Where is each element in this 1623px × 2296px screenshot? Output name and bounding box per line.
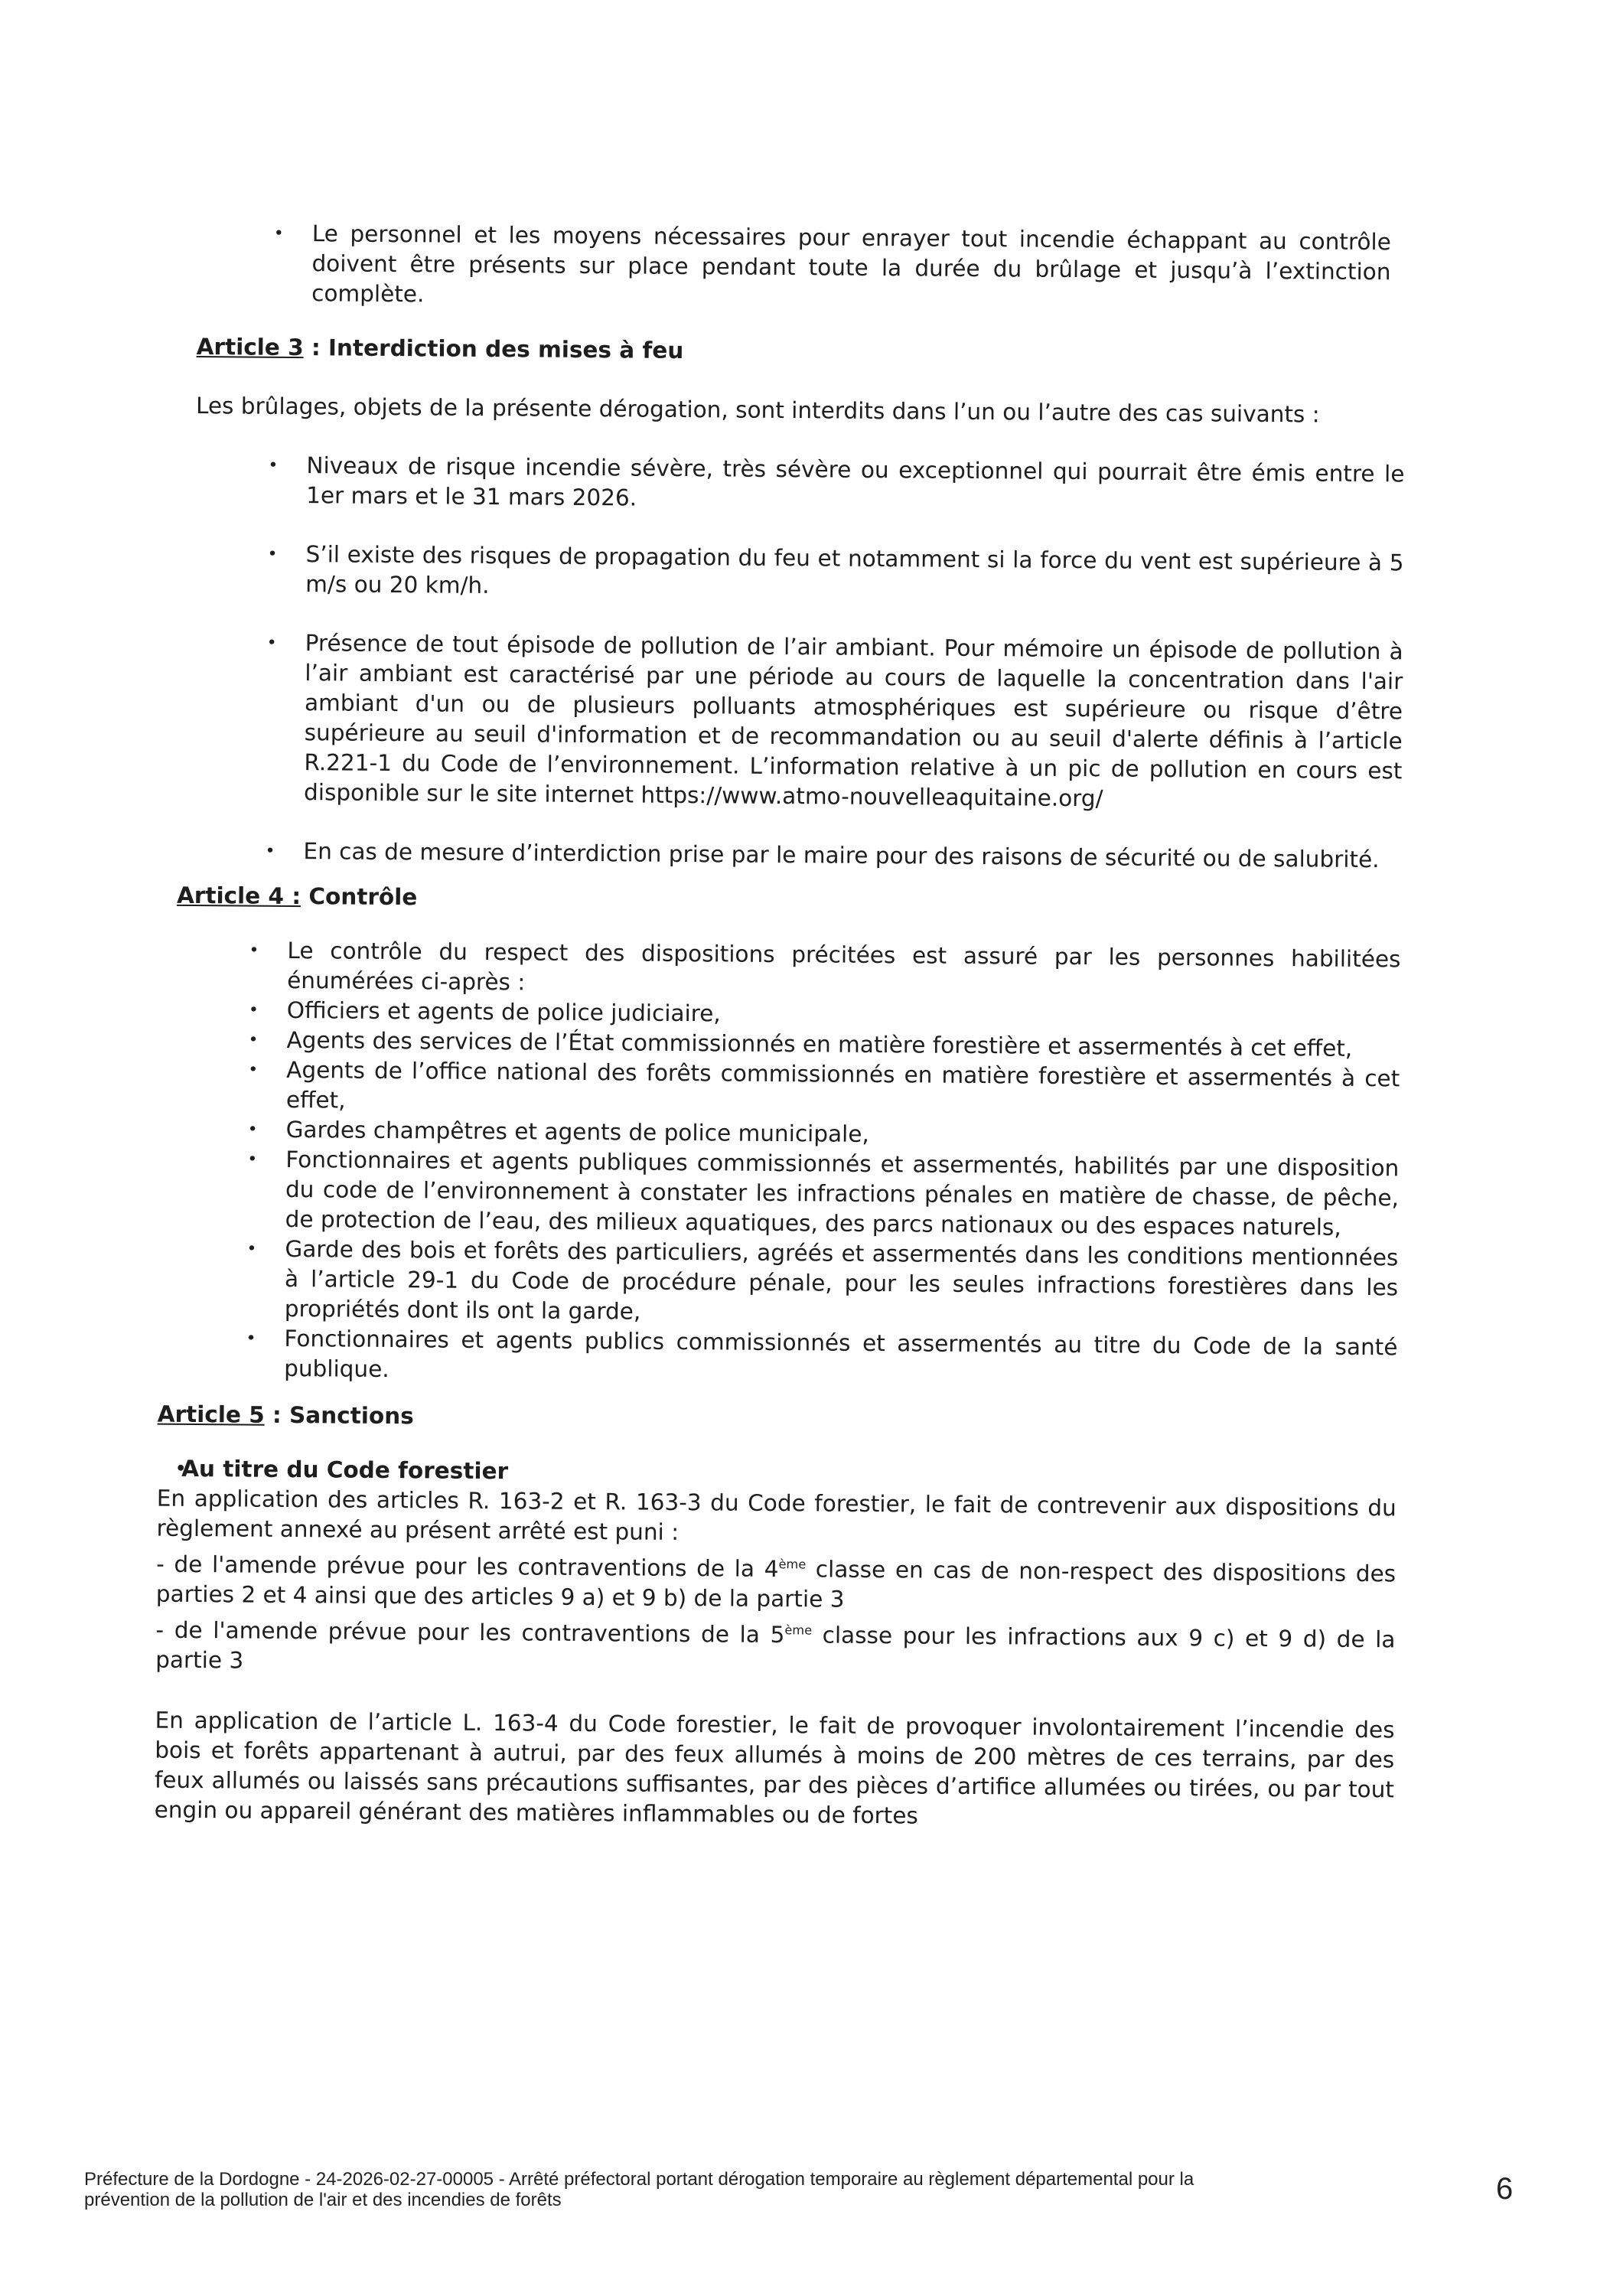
paragraph: En application de l’article L. 163-4 du Code forestier, le fait de provoquer involontairement l’incendie des bois et forêts appartenant à autrui, par des feux allumés à moins de 200 mètres de ces terrains, par des feux allumés ou laissés sans précautions suffisantes, par des pièces d’artifice allumées ou tirées, ou par tout engin ou appareil générant des matières inflammables ou de fortes — [154, 1707, 1395, 1829]
article-3-heading — [197, 332, 1406, 371]
article-5-subheading: • Au titre du Code forestier — [157, 1454, 1396, 1494]
text-run: - de l'amende prévue pour les contraventions de la 4 — [156, 1551, 779, 1583]
article-4-list — [215, 935, 1401, 1392]
article-5-title: : Sanctions — [264, 1401, 414, 1430]
list-item: • Fonctionnaires et agents publiques commissionnés et assermentés, habilités par une disposition du code de l’environnement à constater les infractions pénales en matière de chasse, de pêche, de protection de l’eau, des milieux aquatiques, des parcs nationaux ou des espaces naturels, — [217, 1144, 1400, 1243]
list-item: • Fonctionnaires et agents publics commissionnés et assermentés au titre du Code de la santé publique. — [215, 1323, 1398, 1392]
article-5-body — [155, 1454, 1397, 1835]
list-item: • S’il existe des risques de propagation du feu et notamment si la force du vent est supérieure à 5 m/s ou 20 km/h. — [236, 539, 1404, 608]
superscript: ème — [778, 1557, 807, 1572]
text-run: classe pour les infractions aux 9 c) et 9 d) de la partie 3 — [155, 1622, 1396, 1674]
footer — [84, 2169, 1400, 2210]
article-4-label: Article 4 : — [176, 882, 301, 910]
article-3-label: Article 3 — [196, 333, 304, 361]
footer-line: prévention de la pollution de l'air et des incendies de forêts — [84, 2190, 562, 2210]
paragraph — [156, 1550, 1396, 1619]
list-item: • En cas de mesure d’interdiction prise par le maire pour des raisons de sécurité ou de salubrité. — [234, 836, 1401, 875]
list-item: • Officiers et agents de police judiciaire, — [218, 995, 1400, 1034]
paragraph: En application des articles R. 163-2 et R. 163-3 du Code forestier, le fait de contrevenir aux dispositions du règlement annexé au présent arrêté est puni : — [156, 1485, 1396, 1545]
page-number: 6 — [1496, 2172, 1514, 2206]
paragraph — [155, 1616, 1396, 1685]
article-5-label: Article 5 — [157, 1401, 265, 1428]
list-item: • Le personnel et les moyens nécessaires pour enrayer tout incendie échappant au contrôle doivent être présents sur place pendant toute la durée du brûlage et jusqu’à l’extinction complète. — [243, 218, 1391, 317]
list-item: • Agents de l’office national des forêts commissionnés en matière forestière et assermentés à cet effet, — [217, 1055, 1400, 1124]
footer-line: Préfecture de la Dordogne - 24-2026-02-27-00005 - Arrêté préfectoral portant dérogation temporaire au règlement départemental pour la — [84, 2169, 1194, 2190]
text-run: classe en cas de non-respect des dispositions des parties 2 et 4 ainsi que des articles 9 a) et 9 b) de la partie 3 — [155, 1556, 1396, 1613]
article-3-intro: Les brûlages, objets de la présente dérogation, sont interdits dans l’un ou l’autre des cas suivants : — [195, 392, 1320, 428]
list-item: • Agents des services de l’État commissionnés en matière forestière et assermentés à cet effet, — [217, 1025, 1400, 1064]
list-item: • Présence de tout épisode de pollution de l’air ambiant. Pour mémoire un épisode de pollution à l’air ambiant est caractérisé par une période au cours de laquelle la concentration dans l'air ambiant d'un ou de plusieurs polluants atmosphériques est supérieure ou risque d’être supérieure au seuil d'information et de recommandation ou au seuil d'alerte définis à l’article R.221-1 du Code de l’environnement. L’information relative à un pic de pollution en cours est disponible sur le site internet https://www.atmo-nouvelleaquitaine.org/ — [235, 628, 1403, 816]
list-item: • Garde des bois et forêts des particuliers, agréés et assermentés dans les conditions mentionnées à l’article 29-1 du Code de procédure pénale, pour les seules infractions forestières dans les propriétés dont ils ont la garde, — [216, 1234, 1399, 1332]
list-item: • Niveaux de risque incendie sévère, très sévère ou exceptionnel qui pourrait être émis entre le 1er mars et le 31 mars 2026. — [237, 450, 1405, 519]
text-run: - de l'amende prévue pour les contraventions de la 5 — [155, 1616, 785, 1649]
list-item: • Gardes champêtres et agents de police municipale, — [217, 1114, 1399, 1153]
article-5-heading — [158, 1400, 1397, 1440]
list-item: • Le contrôle du respect des dispositions précitées est assuré par les personnes habilitées énumérées ci-après : — [218, 935, 1401, 1004]
article-3-title: : Interdiction des mises à feu — [303, 334, 684, 364]
article-4-heading — [177, 881, 1401, 921]
article-4-title: Contrôle — [300, 883, 418, 911]
superscript: ème — [784, 1623, 813, 1638]
page-body — [154, 218, 1406, 1835]
